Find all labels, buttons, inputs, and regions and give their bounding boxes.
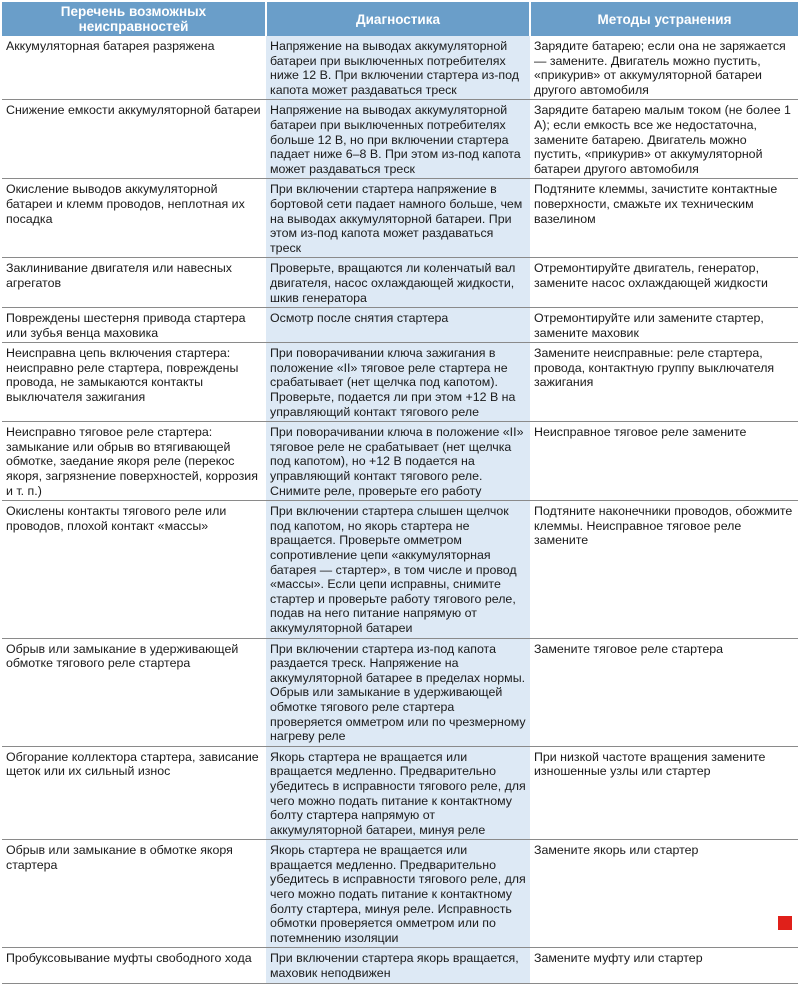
remedy-cell: Неисправное тяговое реле замените — [530, 422, 798, 501]
table-row — [2, 840, 798, 948]
fault-cell: Обрыв или замыкание в удерживающей обмотке тягового реле стартера — [2, 638, 266, 746]
table-row — [2, 501, 798, 638]
remedy-cell: Замените муфту или стартер — [530, 948, 798, 983]
remedy-cell: Подтяните клеммы, зачистите контактные поверхности, смажьте их техническим вазелином — [530, 179, 798, 258]
header-remedies: Методы устранения — [530, 2, 798, 36]
faults-table — [2, 2, 798, 984]
fault-cell: Окисление выводов аккумуляторной батареи и клемм проводов, неплотная их посадка — [2, 179, 266, 258]
remedy-cell: Отремонтируйте или замените стартер, замените маховик — [530, 308, 798, 343]
remedy-cell: При низкой частоте вращения замените изношенные узлы или стартер — [530, 746, 798, 840]
fault-cell: Заклинивание двигателя или навесных агрегатов — [2, 258, 266, 308]
fault-cell: Обгорание коллектора стартера, зависание щеток или их сильный износ — [2, 746, 266, 840]
fault-cell: Снижение емкости аккумуляторной батареи — [2, 100, 266, 179]
fault-cell: Аккумуляторная батарея разряжена — [2, 36, 266, 100]
diagnostics-cell: При включении стартера из-под капота раздается треск. Напряжение на аккумуляторной батарее в пределах нормы. Обрыв или замыкание в удерживающей обмотке тягового реле стартера проверяется омметром или по чрезмерному нагреву реле — [266, 638, 530, 746]
diagnostics-cell: При включении стартера слышен щелчок под капотом, но якорь стартера не вращается. Проверьте омметром сопротивление цепи «аккумуляторная батарея — стартер», в том числе и провод «массы». Если цепи исправны, снимите стартер и проверьте работу тягового реле, подав на него питание напрямую от аккумуляторной батареи — [266, 501, 530, 638]
table-row — [2, 422, 798, 501]
fault-cell: Обрыв или замыкание в обмотке якоря стартера — [2, 840, 266, 948]
table-row — [2, 100, 798, 179]
red-square-marker — [778, 916, 792, 930]
remedy-cell: Замените тяговое реле стартера — [530, 638, 798, 746]
remedy-cell: Зарядите батарею малым током (не более 1 А); если емкость все же недостаточна, замените батарею. Двигатель можно пустить, «прикурив» от аккумуляторной батареи другого автомобиля — [530, 100, 798, 179]
diagnostics-cell: При включении стартера якорь вращается, маховик неподвижен — [266, 948, 530, 983]
table-row — [2, 308, 798, 343]
diagnostics-cell: При поворачивании ключа зажигания в положение «II» тяговое реле стартера не срабатывает (нет щелчка под капотом). Проверьте, подается ли при этом +12 В на управляющий контакт тягового реле — [266, 343, 530, 422]
diagnostics-cell: Якорь стартера не вращается или вращается медленно. Предварительно убедитесь в исправности тягового реле, для чего можно подать питание к контактному болту стартера, минуя реле. Исправность обмотки проверяется омметром или по потемнению изоляции — [266, 840, 530, 948]
diagnostics-cell: Напряжение на выводах аккумуляторной батареи при выключенных потребителях больше 12 В, но при включении стартера падает ниже 6–8 В. При этом из-под капота может раздаваться треск — [266, 100, 530, 179]
remedy-cell: Отремонтируйте двигатель, генератор, замените насос охлаждающей жидкости — [530, 258, 798, 308]
diagnostics-cell: При поворачивании ключа в положение «II» тяговое реле не срабатывает (нет щелчка под капотом), но +12 В подается на управляющий контакт тягового реле. Снимите реле, проверьте его работу — [266, 422, 530, 501]
remedy-cell: Замените неисправные: реле стартера, провода, контактную группу выключателя зажигания — [530, 343, 798, 422]
header-diagnostics: Диагностика — [266, 2, 530, 36]
fault-cell: Пробуксовывание муфты свободного хода — [2, 948, 266, 983]
table-header-row — [2, 2, 798, 36]
remedy-cell: Зарядите батарею; если она не заряжается — замените. Двигатель можно пустить, «прикурив» от аккумуляторной батареи другого автомобиля — [530, 36, 798, 100]
diagnostics-cell: Якорь стартера не вращается или вращается медленно. Предварительно убедитесь в исправности тягового реле, для чего можно подать питание к контактному болту стартера напрямую от аккумуляторной батареи, минуя реле — [266, 746, 530, 840]
fault-cell: Неисправна цепь включения стартера: неисправно реле стартера, повреждены провода, не замыкаются контакты выключателя зажигания — [2, 343, 266, 422]
fault-cell: Окислены контакты тягового реле или проводов, плохой контакт «массы» — [2, 501, 266, 638]
table-row — [2, 343, 798, 422]
header-faults: Перечень возможных неисправностей — [2, 2, 266, 36]
table-row — [2, 948, 798, 983]
diagnostics-cell: При включении стартера напряжение в бортовой сети падает намного больше, чем на выводах аккумуляторной батареи. При этом из-под капота может раздаваться треск — [266, 179, 530, 258]
table-row — [2, 258, 798, 308]
table-row — [2, 179, 798, 258]
diagnostics-cell: Проверьте, вращаются ли коленчатый вал двигателя, насос охлаждающей жидкости, шкив генератора — [266, 258, 530, 308]
table-row — [2, 638, 798, 746]
fault-cell: Повреждены шестерня привода стартера или зубья венца маховика — [2, 308, 266, 343]
remedy-cell: Подтяните наконечники проводов, обожмите клеммы. Неисправное тяговое реле замените — [530, 501, 798, 638]
remedy-cell: Замените якорь или стартер — [530, 840, 798, 948]
table-row — [2, 746, 798, 840]
diagnostics-cell: Напряжение на выводах аккумуляторной батареи при выключенных потребителях ниже 12 В. При включении стартера из-под капота может раздаваться треск — [266, 36, 530, 100]
fault-cell: Неисправно тяговое реле стартера: замыкание или обрыв во втягивающей обмотке, заедание якоря реле (перекос якоря, загрязнение поверхностей, коррозия и т. п.) — [2, 422, 266, 501]
table-row — [2, 36, 798, 100]
diagnostics-cell: Осмотр после снятия стартера — [266, 308, 530, 343]
